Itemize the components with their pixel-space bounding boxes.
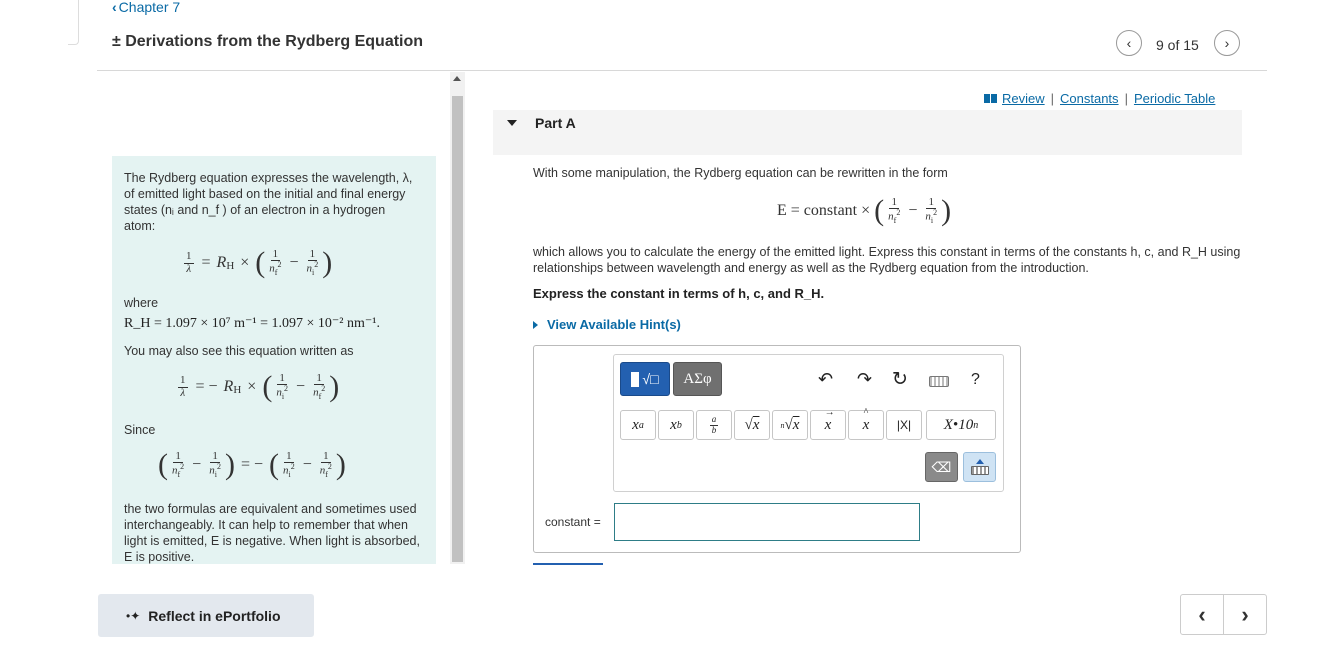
superscript-button[interactable]: x a	[620, 410, 656, 440]
chevron-left-icon: ‹	[1126, 35, 1132, 51]
back-to-chapter-link[interactable]	[112, 0, 180, 15]
vector-button[interactable]: x →	[810, 410, 846, 440]
rydberg-equation: $\frac{1}{\lambda}$ = R H × ( $\frac{1}{n_f^2}$ − $\frac{1}{n_i^2}$ )	[186, 246, 333, 279]
help-icon[interactable]: ?	[971, 371, 980, 388]
pager-label: 9 of 15	[1156, 37, 1199, 53]
intro-closing-paragraph: the two formulas are equivalent and sometimes used interchangeably. It can help to remember that when light is emitted, E is negative. When light is absorbed, E is positive.	[124, 502, 420, 564]
view-hints-toggle[interactable]	[533, 317, 681, 332]
question-intro: With some manipulation, the Rydberg equation can be rewritten in the form	[533, 166, 948, 180]
caret-down-icon	[507, 120, 517, 126]
scientific-notation-button[interactable]: X • 10 n	[926, 410, 996, 440]
question-body: which allows you to calculate the energy of the emitted light. Express this constant in terms of the constants h, c, and R_H using relationships between wavelength and energy as well as the Rydberg equation from the introduction.	[533, 245, 1241, 275]
templates-tab-label: √□	[642, 371, 659, 387]
intro-paragraph: The Rydberg equation expresses the wavelength, λ, of emitted light based on the initial and final energy states (nᵢ and n_f ) of an electron in a hydrogen atom:	[124, 171, 413, 233]
rydberg-equation-alt: $\frac{1}{\lambda}$ = − R H × ( $\frac{1}{n_i^2}$ − $\frac{1}{n_f^2}$ )	[180, 370, 340, 403]
sqrt-button[interactable]: √ x	[734, 410, 770, 440]
virtual-keyboard-button[interactable]	[963, 452, 996, 482]
part-label: Part A	[535, 115, 576, 131]
absolute-value-button[interactable]: |X|	[886, 410, 922, 440]
header-divider	[97, 70, 1267, 71]
eportfolio-icon: •✦	[126, 608, 141, 623]
bottom-next-button[interactable]	[1224, 595, 1266, 634]
constant-answer-input[interactable]	[614, 503, 920, 541]
periodic-table-link[interactable]: Periodic Table	[1133, 91, 1216, 106]
fraction-button[interactable]: $\frac{a}{b}$	[696, 410, 732, 440]
alt-form-label: You may also see this equation written as	[124, 344, 354, 358]
caret-right-icon	[533, 321, 538, 329]
equivalence-equation: ( $\frac{1}{n_f^2}$ − $\frac{1}{n_i^2}$ ) = − ( $\frac{1}{n_i^2}$ − $\frac{1}{n_f^2}$ )	[158, 448, 346, 481]
caret-up-icon	[976, 459, 984, 464]
chevron-right-icon: ›	[1224, 35, 1230, 51]
constants-link[interactable]: Constants	[1060, 91, 1119, 106]
redo-icon[interactable]: ↷	[857, 369, 873, 389]
reset-icon[interactable]: ↻	[892, 369, 908, 390]
answer-label: constant =	[545, 515, 601, 529]
book-icon	[984, 94, 997, 103]
resource-links	[984, 91, 1215, 106]
unit-vector-button[interactable]: x ^	[848, 410, 884, 440]
page-title: ± Derivations from the Rydberg Equation	[112, 33, 424, 50]
energy-equation-lhs: E = constant ×	[777, 202, 871, 219]
keyboard-icon[interactable]	[929, 376, 949, 387]
templates-icon	[631, 372, 639, 387]
backspace-button[interactable]	[925, 452, 958, 482]
left-edge-strip	[68, 0, 79, 45]
energy-equation: E = constant × ( $\frac{1}{n_f^2}$ − $\frac{1}{n_i^2}$ )	[777, 194, 952, 227]
chevron-left-icon: ‹	[112, 0, 117, 15]
view-hints-label: View Available Hint(s)	[547, 317, 681, 332]
rh-value: R_H = 1.097 × 10⁷ m⁻¹ = 1.097 × 10⁻² nm⁻¹.	[124, 316, 380, 331]
part-a-header[interactable]	[493, 110, 1242, 155]
instruction: Express the constant in terms of h, c, and R_H.	[533, 286, 825, 301]
chevron-left-icon: ‹	[1198, 601, 1206, 627]
keyboard-icon	[971, 466, 989, 475]
greek-tab-label: ΑΣφ	[683, 370, 712, 387]
scroll-up-arrow-icon[interactable]	[453, 76, 461, 81]
chevron-right-icon: ›	[1241, 601, 1249, 627]
panel-scrollbar[interactable]	[450, 72, 465, 564]
submit-button-edge[interactable]	[533, 563, 603, 565]
subscript-button[interactable]: x b	[658, 410, 694, 440]
backspace-icon: ⌫	[931, 458, 952, 475]
prev-item-button[interactable]	[1116, 30, 1142, 56]
templates-tab[interactable]	[620, 362, 670, 396]
next-item-button[interactable]	[1214, 30, 1240, 56]
link-separator: |	[1124, 91, 1128, 106]
reflect-label: Reflect in ePortfolio	[148, 607, 281, 624]
nth-root-button[interactable]: n √ x	[772, 410, 808, 440]
bottom-pager	[1180, 594, 1267, 635]
bottom-prev-button[interactable]	[1181, 595, 1224, 634]
where-label: where	[124, 296, 159, 310]
link-separator: |	[1050, 91, 1055, 106]
since-label: Since	[124, 423, 156, 437]
review-link[interactable]: Review	[1002, 91, 1045, 106]
undo-icon[interactable]: ↶	[818, 369, 834, 389]
reflect-eportfolio-button[interactable]	[98, 594, 314, 637]
greek-tab[interactable]	[673, 362, 722, 396]
scrollbar-thumb[interactable]	[452, 96, 463, 562]
back-link-label: Chapter 7	[118, 0, 181, 15]
one-over-lambda: $\frac{1}{\lambda}$	[186, 249, 192, 275]
